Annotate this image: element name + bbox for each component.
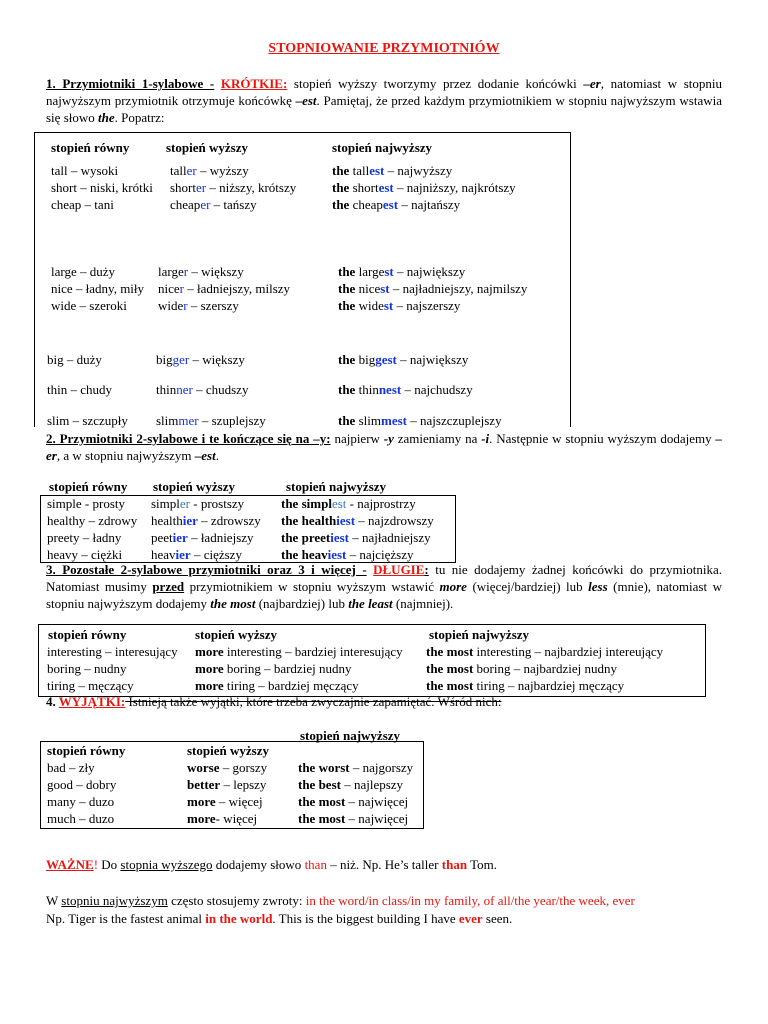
comparative-translation: – tańszy — [210, 197, 257, 212]
superlative-suffix: est — [382, 197, 399, 212]
s4-header-base: stopień równy — [47, 743, 126, 758]
table-cell-comparative — [156, 382, 248, 398]
superlative-example — [46, 911, 512, 927]
table-cell-base — [47, 661, 126, 677]
the-most-word: the most — [210, 596, 256, 611]
section3-text: (mnie), natomiast w stopniu najwyższym dodajemy — [46, 579, 722, 611]
sup-note-phrases: in the word/in class/in my family, of all/the year/the week, ever — [305, 893, 635, 908]
table-cell-superlative — [338, 352, 468, 368]
suffix-er: –er — [583, 76, 601, 91]
table-cell-comparative — [187, 811, 257, 827]
example-text: . This is the biggest building I have — [272, 911, 459, 926]
comparative-suffix: r — [183, 264, 189, 279]
superlative-translation: – najwięcej — [345, 794, 409, 809]
sup-note-text: często stosujemy zwroty: — [167, 893, 306, 908]
table-cell-base — [51, 197, 114, 213]
superlative-stem: simpl — [301, 496, 332, 511]
superlative-suffix: iest — [330, 530, 350, 545]
superlative-suffix: st — [383, 298, 394, 313]
superlative-translation: interesting – najbardziej intereujący — [473, 644, 664, 659]
than-word-example: than — [441, 857, 468, 872]
comparative-suffix: er — [179, 496, 191, 511]
superlative-translation: tiring – najbardziej męczący — [473, 678, 625, 693]
table-cell-comparative — [158, 281, 290, 297]
superlative-translation: – najwięcej — [345, 811, 409, 826]
superlative-suffix: st — [380, 281, 390, 296]
superlative-suffix: mest — [381, 413, 407, 428]
base-form: interesting – interesujący — [47, 644, 178, 659]
superlative-stem: cheap — [352, 197, 383, 212]
the-word: the — [281, 547, 302, 562]
superlative-suffix: est — [369, 163, 385, 178]
table-cell-superlative — [298, 811, 408, 827]
base-form: big – duży — [47, 352, 102, 367]
more-word: more — [195, 678, 224, 693]
example-text: Np. Tiger is the fastest animal — [46, 911, 206, 926]
example-ever: ever — [458, 911, 483, 926]
superlative-translation: – najgorszy — [349, 760, 414, 775]
base-form: boring – nudny — [47, 661, 127, 676]
important-note — [46, 857, 497, 873]
comparative-stem: short — [170, 180, 196, 195]
comparative-stem: heav — [151, 547, 176, 562]
comparative-stem: wide — [158, 298, 184, 313]
section1-heading: 1. Przymiotniki 1-sylabowe - — [46, 76, 215, 91]
table-cell-base — [47, 496, 125, 512]
section1-paragraph — [46, 75, 722, 126]
s3-header-sup: stopień najwyższy — [429, 627, 530, 642]
important-label: WAŻNE — [46, 857, 94, 872]
more-word: more — [439, 579, 467, 594]
comparative-suffix: er — [200, 197, 211, 212]
comparative-suffix: mer — [178, 413, 199, 428]
comparative-translation: – ładniejszy — [187, 530, 254, 545]
superlative-suffix: nest — [378, 382, 402, 397]
comparative-translation: tiring – bardziej męczący — [223, 678, 359, 693]
superlative-stem: tall — [352, 163, 370, 178]
table-cell-comparative — [158, 298, 239, 314]
table-cell-base — [51, 264, 115, 280]
section2-text: . Następnie w stopniu wyższym dodajemy — [489, 431, 716, 446]
table-cell-base — [47, 382, 112, 398]
table-cell-comparative — [195, 661, 351, 677]
table-cell-superlative — [426, 661, 617, 677]
comparative-suffix: ger — [172, 352, 190, 367]
base-form: heavy – ciężki — [47, 547, 123, 562]
table-cell-superlative — [426, 678, 624, 694]
superlative-translation: – najszczuplejszy — [407, 413, 502, 428]
superlative-translation: – najwyższy — [384, 163, 453, 178]
superlative-translation: boring – najbardziej nudny — [473, 661, 617, 676]
comparative-stem: peet — [151, 530, 173, 545]
example-text: seen. — [482, 911, 513, 926]
irregular-comparative: worse — [187, 760, 220, 775]
the-most-word: the most — [426, 661, 474, 676]
table-cell-superlative — [332, 180, 516, 196]
comparative-stem: simpl — [151, 496, 180, 511]
table-cell-comparative — [187, 794, 263, 810]
section3-text: (najbardziej) lub — [255, 596, 349, 611]
s3-header-comp: stopień wyższy — [195, 627, 277, 642]
suffix-er: –er — [46, 431, 723, 463]
the-word: the — [332, 163, 353, 178]
superlative-stem: large — [358, 264, 385, 279]
comparative-translation: – większy — [189, 352, 245, 367]
superlative-translation: – najniższy, najkrótszy — [393, 180, 516, 195]
table-cell-superlative — [332, 197, 460, 213]
base-form: many – duzo — [47, 794, 115, 809]
less-word: less — [588, 579, 608, 594]
table-cell-base — [51, 298, 127, 314]
irregular-comparative: more — [187, 811, 216, 826]
irregular-comparative: more — [187, 794, 216, 809]
superlative-suffix: est — [378, 180, 394, 195]
table-cell-comparative — [151, 513, 261, 529]
section1-text: . Popatrz: — [114, 110, 165, 125]
comparative-stem: big — [156, 352, 173, 367]
section3-keyword: DŁUGIE — [373, 562, 425, 577]
superlative-translation: – największy — [393, 264, 466, 279]
superlative-suffix: gest — [375, 352, 397, 367]
table-cell-comparative — [170, 180, 296, 196]
table-cell-superlative — [281, 530, 431, 546]
table-cell-comparative — [158, 264, 244, 280]
section3-text: (najmniej). — [392, 596, 454, 611]
base-form: thin – chudy — [47, 382, 112, 397]
section3-text: tu nie dodajemy żadnej końcówki do przymiotnika. Natomiast musimy — [46, 562, 723, 594]
table-cell-superlative — [298, 777, 403, 793]
comparative-translation: interesting – bardziej interesujący — [223, 644, 403, 659]
comparative-translation: – lepszy — [220, 777, 267, 792]
than-word: than — [304, 857, 327, 872]
base-form: much – duzo — [47, 811, 115, 826]
comparative-translation: – zdrowszy — [197, 513, 261, 528]
s4-header-sup: stopień najwyższy — [300, 728, 401, 743]
superlative-translation: – najładniejszy — [349, 530, 431, 545]
base-form: tall – wysoki — [51, 163, 119, 178]
section3-paragraph — [46, 561, 722, 612]
table-cell-superlative — [426, 644, 663, 660]
comparative-suffix: r — [183, 298, 188, 313]
irregular-superlative: the most — [298, 811, 346, 826]
comparative-suffix: ier — [172, 530, 188, 545]
przed-word: przed — [152, 579, 185, 594]
table-cell-superlative — [332, 163, 452, 179]
irregular-superlative: the best — [298, 777, 341, 792]
the-word: the — [332, 180, 353, 195]
table-cell-superlative — [338, 298, 460, 314]
the-word: the — [281, 496, 302, 511]
superlative-stem: nice — [358, 281, 381, 296]
superlative-note — [46, 893, 635, 909]
base-form: large – duży — [51, 264, 116, 279]
comparative-translation: – szerszy — [187, 298, 239, 313]
table-cell-base — [51, 163, 118, 179]
table-cell-superlative — [298, 794, 408, 810]
section3-text: przymiotnikiem w stopniu wyższym wstawić — [184, 579, 440, 594]
the-word: the — [98, 110, 115, 125]
comparative-stem: health — [151, 513, 183, 528]
table-cell-superlative — [298, 760, 413, 776]
table-cell-superlative — [338, 382, 473, 398]
s4-header-comp: stopień wyższy — [187, 743, 269, 758]
base-form: wide – szeroki — [51, 298, 127, 313]
the-word: the — [338, 264, 359, 279]
superlative-stem: heav — [301, 547, 328, 562]
comparative-translation: - więcej — [215, 811, 258, 826]
the-word: the — [338, 352, 359, 367]
section2-paragraph — [46, 430, 722, 464]
irregular-comparative: better — [187, 777, 221, 792]
table-cell-superlative — [281, 496, 416, 512]
superlative-stem: preet — [301, 530, 331, 545]
section1-keyword: KRÓTKIE: — [220, 76, 288, 91]
comparative-translation: – gorszy — [219, 760, 268, 775]
superlative-stem: thin — [358, 382, 379, 397]
comparative-translation: – większy — [188, 264, 244, 279]
sup-note-text: W — [46, 893, 62, 908]
table-cell-comparative — [187, 777, 266, 793]
note-text: dodajemy słowo — [212, 857, 305, 872]
table-cell-comparative — [187, 760, 267, 776]
irregular-superlative: the worst — [298, 760, 350, 775]
comparative-translation: – więcej — [215, 794, 263, 809]
base-form: simple - prosty — [47, 496, 125, 511]
note-text: Do — [98, 857, 121, 872]
superlative-suffix: iest — [327, 547, 347, 562]
section1-text: stopień wyższy tworzymy przez dodanie końcówki — [287, 76, 584, 91]
the-word: the — [338, 281, 359, 296]
superlative-translation: – najszerszy — [393, 298, 461, 313]
i-suffix: -i — [481, 431, 490, 446]
base-form: cheap – tani — [51, 197, 114, 212]
superlative-translation: – najładniejszy, najmilszy — [389, 281, 528, 296]
table-cell-base — [47, 760, 95, 776]
s1-header-base: stopień równy — [51, 140, 130, 155]
comparative-suffix: ier — [182, 513, 198, 528]
comparative-translation: – szuplejszy — [198, 413, 266, 428]
comparative-suffix: ier — [175, 547, 191, 562]
superlative-suffix: est — [331, 496, 347, 511]
sup-note-link: stopniu najwyższym — [61, 893, 168, 908]
superlative-translation: - najprostrzy — [346, 496, 416, 511]
table-cell-base — [47, 513, 137, 529]
section3-heading: 3. Pozostałe 2-sylabowe przymiotniki oraz 3 i więcej - — [46, 562, 367, 577]
base-form: good – dobry — [47, 777, 117, 792]
example-in-the-world: in the world — [205, 911, 273, 926]
comparative-stem: large — [158, 264, 184, 279]
table-cell-comparative — [195, 678, 359, 694]
s2-header-sup: stopień najwyższy — [286, 479, 387, 494]
s3-header-base: stopień równy — [48, 627, 127, 642]
table-cell-comparative — [170, 163, 249, 179]
superlative-translation: – najlepszy — [340, 777, 404, 792]
table-cell-base — [47, 352, 102, 368]
table-cell-base — [47, 777, 116, 793]
superlative-suffix: st — [384, 264, 394, 279]
superlative-stem: big — [358, 352, 376, 367]
note-text: – niż. Np. He’s taller — [326, 857, 442, 872]
y-suffix: -y — [383, 431, 394, 446]
comparative-suffix: er — [186, 163, 197, 178]
superlative-stem: short — [352, 180, 379, 195]
s2-header-comp: stopień wyższy — [153, 479, 235, 494]
section2-text: zamieniamy na — [393, 431, 482, 446]
note-text: Tom. — [467, 857, 497, 872]
section4-keyword: WYJĄTKI: — [58, 694, 126, 709]
the-most-word: the most — [426, 644, 474, 659]
table-cell-comparative — [151, 530, 254, 546]
table-cell-base — [47, 794, 114, 810]
section4-text: Istnieją także wyjątki, które trzeba zwyczajnie zapamiętać. Wśród nich: — [125, 694, 502, 709]
table-cell-comparative — [170, 197, 257, 213]
irregular-superlative: the most — [298, 794, 346, 809]
superlative-translation: – najchudszy — [401, 382, 473, 397]
the-word: the — [281, 530, 302, 545]
base-form: tiring – męczący — [47, 678, 134, 693]
table-cell-base — [51, 281, 144, 297]
comparative-stem: tall — [170, 163, 187, 178]
table-cell-base — [47, 678, 134, 694]
comparative-translation: – ładniejszy, milszy — [184, 281, 291, 296]
superlative-stem: slim — [358, 413, 381, 428]
comparative-stem: slim — [156, 413, 179, 428]
comparative-translation: – cięższy — [190, 547, 242, 562]
table-cell-superlative — [281, 513, 434, 529]
base-form: bad – zły — [47, 760, 95, 775]
comparative-translation: – chudszy — [192, 382, 249, 397]
superlative-translation: – największy — [396, 352, 469, 367]
s1-header-sup: stopień najwyższy — [332, 140, 433, 155]
comparative-suffix: er — [196, 180, 207, 195]
base-form: short – niski, krótki — [51, 180, 153, 195]
table-cell-base — [47, 811, 114, 827]
section3-text: (więcej/bardziej) lub — [466, 579, 589, 594]
base-form: nice – ładny, miły — [51, 281, 145, 296]
section4-paragraph — [46, 694, 501, 710]
comparative-translation: - prostszy — [190, 496, 245, 511]
superlative-translation: – najcięższy — [346, 547, 414, 562]
superlative-stem: wide — [358, 298, 384, 313]
comparative-suffix: ner — [176, 382, 193, 397]
comparative-stem: thin — [156, 382, 177, 397]
section1-text: . Pamiętaj, że przed każdym przymiotnikiem w stopniu najwyższym wstawia się słowo — [46, 93, 722, 125]
section2-text: najpierw — [330, 431, 384, 446]
page-title: STOPNIOWANIE PRZYMIOTNIÓW — [268, 41, 500, 56]
superlative-translation: – najzdrowszy — [355, 513, 434, 528]
comparative-suffix: r — [179, 281, 184, 296]
the-word: the — [338, 298, 359, 313]
table-cell-comparative — [151, 496, 244, 512]
base-form: healthy – zdrowy — [47, 513, 138, 528]
the-word: the — [338, 382, 359, 397]
comparative-stem: nice — [158, 281, 180, 296]
table-cell-comparative — [156, 413, 266, 429]
comparative-translation: – niższy, krótszy — [206, 180, 297, 195]
the-word: the — [281, 513, 302, 528]
section2-text: , a w stopniu najwyższym — [56, 448, 195, 463]
comparative-stem: cheap — [170, 197, 201, 212]
table-cell-comparative — [156, 352, 245, 368]
superlative-translation: – najtańszy — [398, 197, 461, 212]
the-least-word: the least — [348, 596, 393, 611]
the-word: the — [332, 197, 353, 212]
section4-number: 4. — [46, 694, 59, 709]
suffix-est: –est — [295, 93, 317, 108]
superlative-stem: health — [301, 513, 337, 528]
table-cell-superlative — [338, 413, 502, 429]
table-cell-comparative — [195, 644, 403, 660]
table-cell-base — [47, 530, 121, 546]
more-word: more — [195, 644, 224, 659]
comparative-translation: – wyższy — [196, 163, 249, 178]
table-cell-superlative — [338, 264, 465, 280]
the-word: the — [338, 413, 359, 428]
section1-text: , natomiast w stopniu najwyższym przymiotnik otrzymuje końcówkę — [46, 76, 723, 108]
table-cell-base — [47, 413, 128, 429]
s2-header-base: stopień równy — [49, 479, 128, 494]
section3-colon: : — [424, 562, 429, 577]
section2-text: . — [215, 448, 219, 463]
the-most-word: the most — [426, 678, 474, 693]
section2-heading: 2. Przymiotniki 2-sylabowe i te kończące się na –y: — [46, 431, 331, 446]
base-form: preety – ładny — [47, 530, 122, 545]
base-form: slim – szczupły — [47, 413, 128, 428]
superlative-suffix: iest — [336, 513, 356, 528]
s1-header-comp: stopień wyższy — [166, 140, 248, 155]
table-cell-base — [47, 644, 178, 660]
more-word: more — [195, 661, 224, 676]
suffix-est: –est — [194, 448, 216, 463]
important-excl: ! — [93, 857, 99, 872]
comparative-translation: boring – bardziej nudny — [223, 661, 352, 676]
note-comparative-link: stopnia wyższego — [120, 857, 213, 872]
table-cell-superlative — [338, 281, 527, 297]
table-cell-base — [51, 180, 153, 196]
